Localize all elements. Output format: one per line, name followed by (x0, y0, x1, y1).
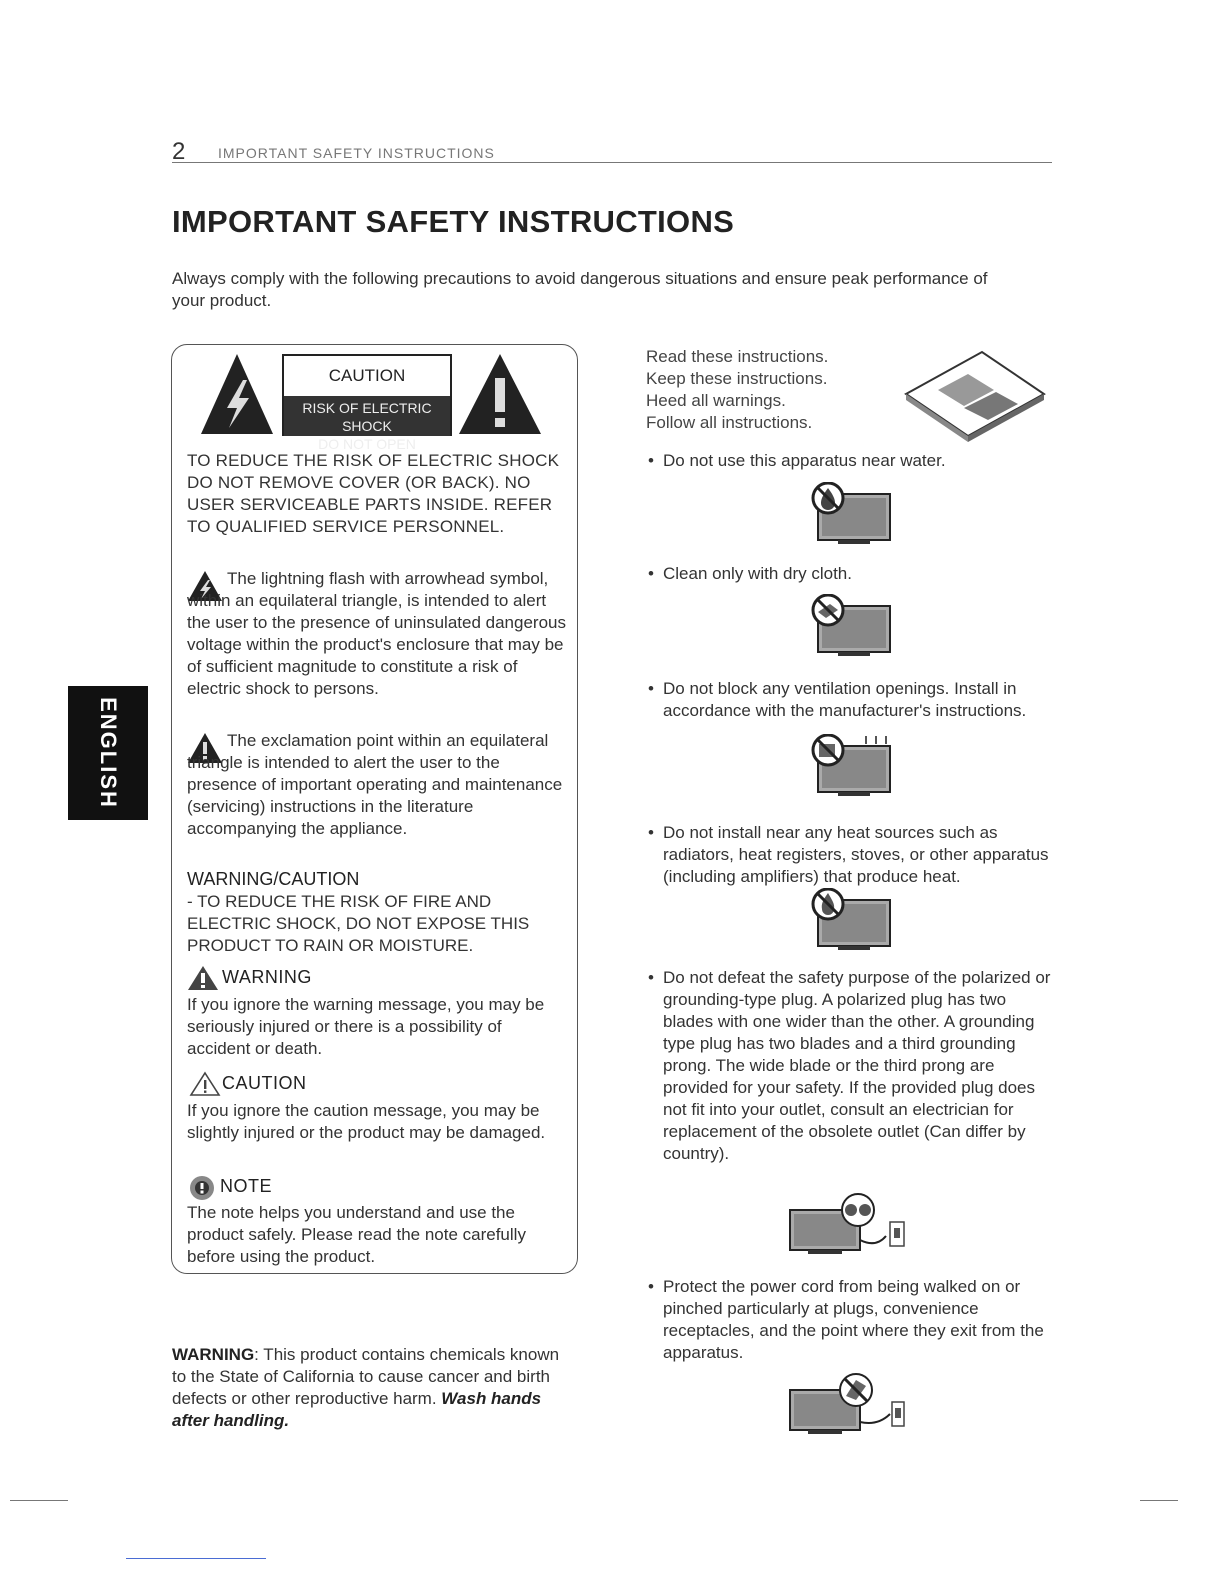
polarized-plug-icon (786, 1190, 916, 1262)
dry-cloth-tv-icon (808, 594, 892, 660)
caution-label (282, 354, 452, 452)
header-rule (172, 162, 1052, 163)
bullet-dot: • (648, 823, 654, 842)
safety-bullet-power-cord (648, 1276, 1058, 1364)
lightning-explanation: The lightning flash with arrowhead symbol, within an equilateral triangle, is intended to alert the user to the presence of uninsulated dangerous voltage within the product's enclosure that may be of sufficient magnitude to constitute a risk of electric shock to persons. (187, 569, 566, 698)
exclamation-explanation: The exclamation point within an equilateral triangle is intended to alert the user to the presence of important operating and maintenance (servicing) instructions in the literature accompanying the appliance. (187, 731, 563, 838)
read-line-3: Heed all warnings. (646, 391, 786, 410)
caution-label-line-1: RISK OF ELECTRIC SHOCK (302, 400, 432, 434)
safety-bullet-clean (648, 563, 1058, 585)
page-title: IMPORTANT SAFETY INSTRUCTIONS (172, 204, 735, 239)
warning-caution-heading: WARNING/CAUTION (187, 869, 360, 889)
footer-link-rule (126, 1558, 266, 1559)
caution-text: If you ignore the caution message, you may be slightly injured or the product may be damaged. (187, 1101, 546, 1142)
california-warning-label: WARNING (172, 1345, 255, 1364)
bullet-dot: • (648, 564, 654, 583)
caution-heading: CAUTION (222, 1073, 307, 1093)
bullet-text: Do not use this apparatus near water. (663, 451, 946, 470)
language-tab-label: ENGLISH (96, 697, 121, 809)
safety-bullet-ventilation (648, 678, 1058, 722)
no-heat-tv-icon (808, 888, 892, 954)
manual-book-icon (898, 346, 1048, 442)
caution-main-text: TO REDUCE THE RISK OF ELECTRIC SHOCK DO NOT REMOVE COVER (OR BACK). NO USER SERVICEABLE PARTS INSIDE. REFER TO QUALIFIED SERVICE PERSONNEL. (187, 451, 560, 536)
note-icon (188, 1174, 216, 1202)
note-text: The note helps you understand and use the product safely. Please read the note carefully before using the product. (187, 1203, 526, 1266)
lightning-warning-icon (199, 352, 275, 436)
bullet-text: Do not defeat the safety purpose of the polarized or grounding-type plug. A polarized plug has two blades with one wider than the other. A grounding type plug has two blades and a third grounding prong. The wide blade or the third prong are provided for your safety. If the provided plug does not fit into your outlet, consult an electrician for replacement of the obsolete outlet (Can differ by country). (663, 968, 1051, 1163)
ventilation-tv-icon (808, 734, 892, 800)
footer-rule-left (10, 1500, 68, 1501)
bullet-text: Do not block any ventilation openings. Install in accordance with the manufacturer's instructions. (663, 679, 1027, 720)
running-header: IMPORTANT SAFETY INSTRUCTIONS (218, 145, 495, 161)
note-heading: NOTE (220, 1176, 273, 1196)
caution-icon (189, 1071, 221, 1097)
read-instructions (646, 346, 828, 434)
california-warning (172, 1344, 572, 1432)
caution-label-line-2: DO NOT OPEN (318, 436, 416, 452)
page-number: 2 (172, 138, 186, 165)
intro-paragraph: Always comply with the following precautions to avoid dangerous situations and ensure peak performance of your product. (172, 269, 988, 310)
warning-icon (187, 965, 219, 991)
california-warning-emphasis: Wash hands after handling. (172, 1389, 542, 1430)
read-line-1: Read these instructions. (646, 347, 829, 366)
caution-label-title: CAUTION (328, 366, 406, 385)
warning-heading: WARNING (222, 967, 312, 987)
exclamation-warning-icon (457, 352, 543, 436)
california-warning-text: : This product contains chemicals known to the State of California to cause cancer and birth defects or other reproductive harm. (172, 1345, 560, 1408)
safety-bullet-heat (648, 822, 1058, 888)
safety-bullet-water (648, 450, 1058, 472)
warning-text: If you ignore the warning message, you may be seriously injured or there is a possibility of accident or death. (187, 995, 545, 1058)
bullet-text: Do not install near any heat sources such as radiators, heat registers, stoves, or other apparatus (including amplifiers) that produce heat. (663, 823, 1049, 886)
read-line-4: Follow all instructions. (646, 413, 813, 432)
power-cord-icon (786, 1370, 916, 1442)
bullet-text: Protect the power cord from being walked on or pinched particularly at plugs, convenience receptacles, and the point where they exit from the apparatus. (663, 1277, 1044, 1362)
bullet-dot: • (648, 968, 654, 987)
bullet-text: Clean only with dry cloth. (663, 564, 852, 583)
bullet-dot: • (648, 679, 654, 698)
language-tab (68, 686, 148, 820)
caution-label-subtitle (284, 396, 450, 452)
warning-caution-text: - TO REDUCE THE RISK OF FIRE AND ELECTRIC SHOCK, DO NOT EXPOSE THIS PRODUCT TO RAIN OR MOISTURE. (187, 892, 530, 955)
bullet-dot: • (648, 1277, 654, 1296)
safety-bullet-plug (648, 967, 1058, 1165)
bullet-dot: • (648, 451, 654, 470)
no-water-tv-icon (808, 482, 892, 548)
footer-rule-right (1140, 1500, 1178, 1501)
read-line-2: Keep these instructions. (646, 369, 828, 388)
